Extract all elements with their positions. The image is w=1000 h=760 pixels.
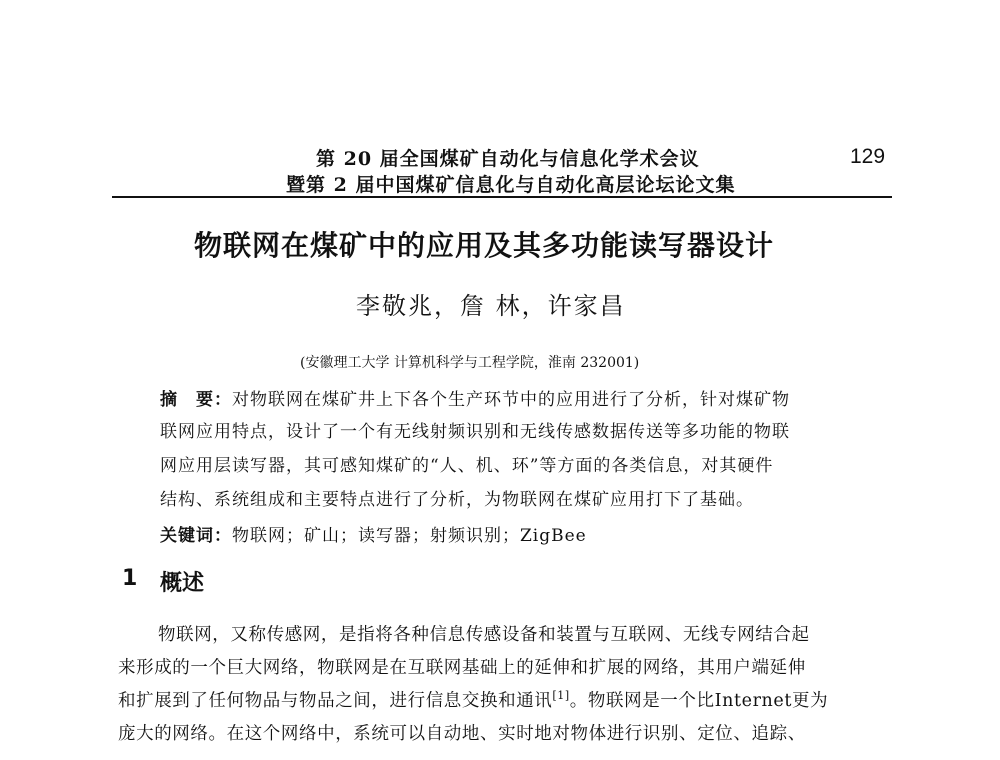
- body-line-3: [118, 687, 828, 712]
- page-number: 129: [850, 145, 886, 168]
- conference-header-line2: 暨第 2 届中国煤矿信息化与自动化高层论坛论文集: [286, 174, 736, 196]
- abstract-line-4: 结构、系统组成和主要特点进行了分析，为物联网在煤矿应用打下了基础。: [160, 490, 754, 510]
- body-line-1: 物联网，又称传感网，是指将各种信息传感设备和装置与互联网、无线专网结合起: [158, 625, 810, 645]
- conference-header-line1: 第 20 届全国煤矿自动化与信息化学术会议: [316, 148, 700, 170]
- paper-title: 物联网在煤矿中的应用及其多功能读写器设计: [194, 229, 775, 262]
- affiliation: (安徽理工大学 计算机科学与工程学院，淮南 232001): [300, 355, 640, 371]
- citation-1: [1]: [552, 689, 570, 703]
- abstract-label: 摘 要：: [160, 390, 232, 410]
- keywords-text: 物联网；矿山；读写器；射频识别；ZigBee: [232, 526, 587, 546]
- abstract-line-2: 联网应用特点，设计了一个有无线射频识别和无线传感数据传送等多功能的物联: [160, 422, 790, 442]
- header-rule: [112, 196, 892, 198]
- body-line-4: 庞大的网络。在这个网络中，系统可以自动地、实时地对物体进行识别、定位、追踪、: [118, 724, 806, 744]
- body-line-2: 来形成的一个巨大网络，物联网是在互联网基础上的延伸和扩展的网络，其用户端延伸: [118, 658, 806, 678]
- paper-authors: 李敬兆，詹 林，许家昌: [356, 292, 626, 320]
- body-line-3-text: 和扩展到了任何物品与物品之间，进行信息交换和通讯: [118, 691, 553, 711]
- section-number: 1: [122, 566, 138, 591]
- keywords: [160, 521, 587, 546]
- body-line-3-rest: 。物联网是一个比Internet更为: [569, 691, 829, 711]
- abstract-line: [160, 385, 790, 410]
- abstract-line-1: 对物联网在煤矿井上下各个生产环节中的应用进行了分析，针对煤矿物: [232, 390, 790, 410]
- section-heading: 概述: [160, 571, 205, 596]
- keywords-label: 关键词：: [160, 526, 232, 546]
- abstract-line-3: 网应用层读写器，其可感知煤矿的“人、机、环”等方面的各类信息，对其硬件: [160, 456, 774, 476]
